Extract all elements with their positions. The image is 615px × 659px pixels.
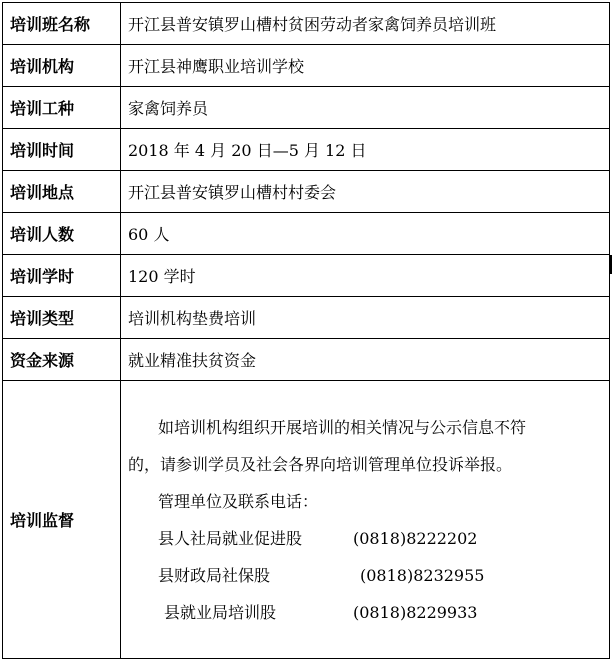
row-label: 培训班名称 [3, 3, 121, 45]
row-label: 资金来源 [3, 339, 121, 381]
row-label: 培训学时 [3, 255, 121, 297]
contact-phone: (0818)8229933 [353, 602, 478, 622]
contact-dept: 县人社局就业促进股 [158, 528, 303, 548]
supervision-row [3, 381, 610, 659]
supervision-label: 培训监督 [3, 381, 121, 659]
row-value: 120 学时 [121, 255, 610, 297]
contact-phone: (0818)8232955 [360, 565, 485, 585]
table-row [3, 171, 610, 213]
row-label: 培训时间 [3, 129, 121, 171]
row-value: 家禽饲养员 [121, 87, 610, 129]
row-value: 2018 年 4 月 20 日—5 月 12 日 [121, 129, 610, 171]
contact-row [128, 594, 609, 631]
contact-row [128, 520, 609, 557]
row-value: 开江县普安镇罗山槽村贫困劳动者家禽饲养员培训班 [121, 3, 610, 45]
notice-line-2: 的，请参训学员及社会各界向培训管理单位投诉举报。 [128, 454, 513, 474]
contact-heading: 管理单位及联系电话： [158, 491, 319, 511]
row-value: 60 人 [121, 213, 610, 255]
contact-row [128, 557, 609, 594]
contact-phone: (0818)8222202 [353, 528, 478, 548]
table-row [3, 129, 610, 171]
row-value: 就业精准扶贫资金 [121, 339, 610, 381]
table-row [3, 339, 610, 381]
row-label: 培训地点 [3, 171, 121, 213]
table-row [3, 255, 610, 297]
table-row [3, 297, 610, 339]
table-row [3, 213, 610, 255]
contact-dept: 县财政局社保股 [158, 565, 271, 585]
contact-dept: 县就业局培训股 [164, 602, 277, 622]
page-edge-mark [610, 255, 612, 274]
row-value: 开江县普安镇罗山槽村村委会 [121, 171, 610, 213]
supervision-cell [121, 381, 610, 659]
table-row [3, 3, 610, 45]
row-label: 培训类型 [3, 297, 121, 339]
notice-line-1: 如培训机构组织开展培训的相关情况与公示信息不符 [158, 417, 527, 437]
training-info-table [2, 2, 610, 659]
row-label: 培训机构 [3, 45, 121, 87]
table-row [3, 87, 610, 129]
row-label: 培训工种 [3, 87, 121, 129]
row-value: 开江县神鹰职业培训学校 [121, 45, 610, 87]
row-value: 培训机构垫费培训 [121, 297, 610, 339]
table-row [3, 45, 610, 87]
row-label: 培训人数 [3, 213, 121, 255]
